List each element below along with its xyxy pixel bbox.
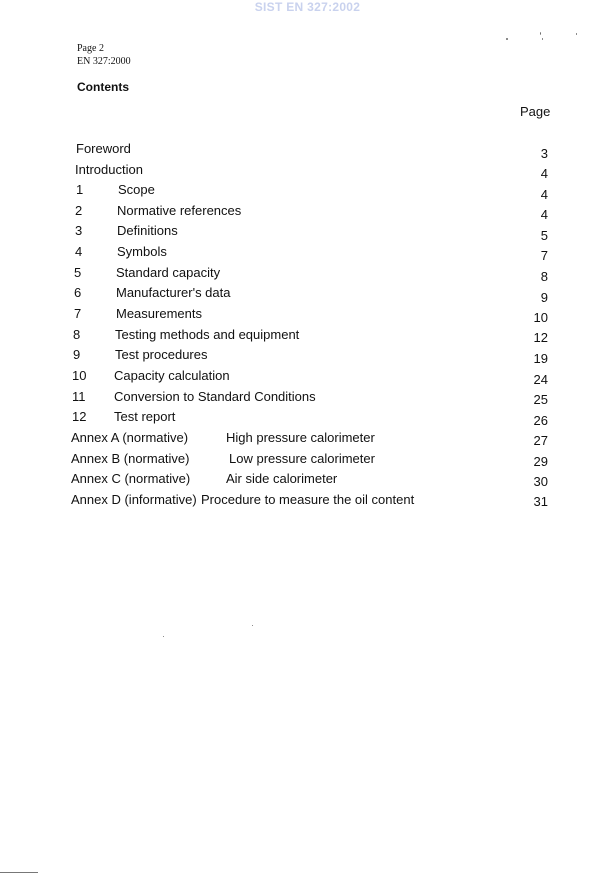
toc-entry-page: 30: [533, 474, 548, 489]
toc-entry-page: 8: [540, 269, 548, 284]
toc-entry-title: Procedure to measure the oil content: [201, 492, 415, 507]
toc-entry-page: 10: [533, 310, 548, 325]
toc-entry-page: 4: [540, 187, 548, 202]
toc-entry-title: Standard capacity: [116, 265, 221, 280]
toc-entry-title: Definitions: [117, 223, 178, 238]
toc-entry-title: Scope: [118, 182, 155, 197]
toc-entry-title: Air side calorimeter: [226, 471, 338, 486]
toc-annex-label: Annex C (normative): [71, 471, 191, 486]
toc-entry: [0, 409, 615, 429]
toc-entry-number: 7: [74, 306, 82, 321]
toc-entry-number: 10: [72, 368, 87, 383]
toc-entry: [0, 451, 615, 471]
toc-entry: [0, 203, 615, 223]
scan-speck: [576, 33, 577, 35]
toc-entry-page: 26: [533, 413, 548, 428]
toc-entry-title: Normative references: [117, 203, 242, 218]
scan-speck: [542, 38, 543, 40]
scan-speck: [252, 625, 253, 626]
toc-entry-page: 3: [540, 146, 548, 161]
scan-speck: [163, 636, 164, 637]
toc-entry-number: 11: [72, 389, 86, 404]
toc-entry-number: 8: [73, 327, 81, 342]
toc-entry: [0, 471, 615, 491]
toc-entry: [0, 182, 615, 202]
toc-entry-number: 3: [75, 223, 83, 238]
toc-entry-page: 12: [533, 330, 548, 345]
toc-entry-number: 4: [75, 244, 83, 259]
toc-entry: [0, 162, 615, 182]
scan-speck: [506, 38, 508, 40]
toc-entry: [0, 389, 615, 409]
watermark: SIST EN 327:2002: [254, 0, 361, 14]
toc-annex-label: Annex A (normative): [71, 430, 189, 445]
toc-entry-page: 5: [540, 228, 548, 243]
toc-entry-number: 2: [75, 203, 83, 218]
toc-entry-page: 19: [533, 351, 548, 366]
toc-entry-title: Test procedures: [115, 347, 208, 362]
toc-entry-title: Low pressure calorimeter: [229, 451, 375, 466]
toc-entry-title: High pressure calorimeter: [226, 430, 375, 445]
toc-entry-title: Test report: [114, 409, 176, 424]
toc-entry-number: 6: [74, 285, 82, 300]
toc-entry-page: 27: [533, 433, 548, 448]
page-number-line: Page 2: [77, 43, 104, 54]
toc-entry: [0, 141, 615, 161]
toc-entry: [0, 265, 615, 285]
toc-entry-title: Conversion to Standard Conditions: [114, 389, 316, 404]
toc-entry-page: 7: [540, 248, 548, 263]
toc-entry-number: 12: [72, 409, 87, 424]
toc-entry-page: 29: [533, 454, 548, 469]
toc-entry: [0, 347, 615, 367]
toc-entry-title: Testing methods and equipment: [115, 327, 300, 342]
page-column-label: Page: [520, 104, 551, 119]
toc-entry-label: Foreword: [76, 141, 131, 156]
toc-entry-number: 9: [73, 347, 81, 362]
toc-entry-number: 5: [74, 265, 82, 280]
bottom-edge-mark: [0, 872, 38, 873]
contents-heading: Contents: [77, 80, 129, 94]
toc-entry-title: Symbols: [117, 244, 167, 259]
toc-entry-page: 4: [540, 166, 548, 181]
toc-entry-number: 1: [76, 182, 84, 197]
toc-entry-title: Capacity calculation: [114, 368, 230, 383]
scan-speck: [540, 32, 541, 35]
toc-entry-page: 24: [533, 372, 548, 387]
toc-entry: [0, 306, 615, 326]
toc-entry: [0, 368, 615, 388]
toc-entry-page: 25: [533, 392, 548, 407]
toc-entry-page: 4: [540, 207, 548, 222]
toc-entry: [0, 492, 615, 512]
toc-entry: [0, 327, 615, 347]
toc-entry: [0, 430, 615, 450]
toc-entry: [0, 244, 615, 264]
toc-entry-page: 31: [533, 494, 548, 509]
toc-entry-page: 9: [540, 290, 548, 305]
toc-entry: [0, 285, 615, 305]
standard-number-line: EN 327:2000: [77, 56, 131, 67]
toc-entry-title: Measurements: [116, 306, 202, 321]
toc-entry-title: Manufacturer's data: [116, 285, 231, 300]
toc-annex-label: Annex D (informative): [71, 492, 197, 507]
toc-annex-label: Annex B (normative): [71, 451, 190, 466]
toc-entry-label: Introduction: [75, 162, 143, 177]
page-reference: [77, 42, 131, 68]
toc-entry: [0, 223, 615, 243]
